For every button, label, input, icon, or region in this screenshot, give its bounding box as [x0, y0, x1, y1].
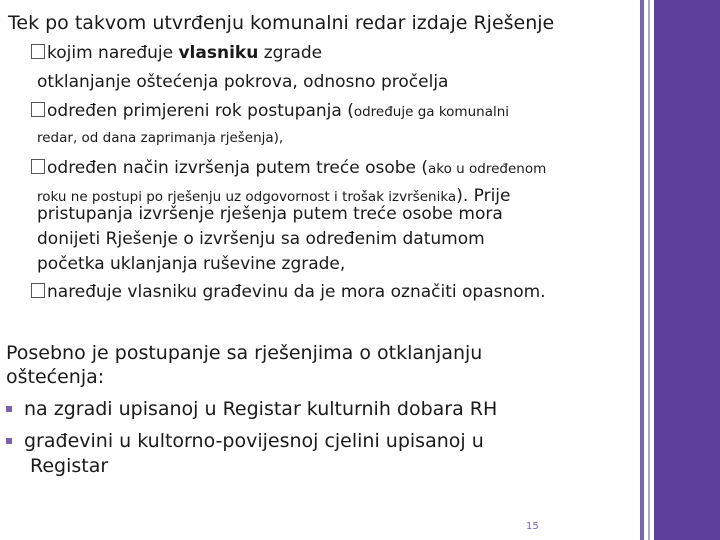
checkbox-bullet-icon: [31, 102, 45, 117]
checkbox-bullet-icon: [31, 44, 45, 59]
list-item-3-line3: pristupanja izvršenje rješenja putem treće osobe mora: [37, 204, 503, 224]
accent-panel: [654, 0, 720, 540]
accent-stripe: [640, 0, 644, 540]
list-item-3: određen način izvršenja putem treće osobe (ako u određenom: [31, 158, 546, 178]
square-bullet-icon: [6, 406, 12, 412]
checkbox-bullet-icon: [31, 283, 45, 298]
section-heading: Posebno je postupanje sa rješenjima o otklanjanju: [6, 342, 483, 364]
checkbox-bullet-icon: [31, 159, 45, 174]
accent-stripe: [648, 0, 650, 540]
list-item-4: naređuje vlasniku građevinu da je mora označiti opasnom.: [31, 282, 546, 302]
decorative-right-bar: [640, 0, 720, 540]
list-item-1-continued: otklanjanje oštećenja pokrova, odnosno pročelja: [37, 72, 449, 92]
list-item-1: kojim naređuje vlasniku zgrade: [31, 43, 322, 63]
list-item-3-line4: donijeti Rješenje o izvršenju sa određenim datumom: [37, 229, 485, 249]
list-item-3-continued: roku ne postupi po rješenju uz odgovornost i trošak izvršenika). Prije: [37, 186, 511, 206]
sub-item-2-continued: Registar: [30, 455, 109, 477]
list-item-2: određen primjereni rok postupanja (određuje ga komunalni: [31, 101, 509, 121]
sub-item-2: građevini u kultorno-povijesnoj cjelini upisanoj u: [6, 430, 484, 452]
square-bullet-icon: [6, 438, 12, 444]
list-item-2-continued: redar, od dana zaprimanja rješenja),: [37, 130, 284, 146]
title-line: Tek po takvom utvrđenju komunalni redar izdaje Rješenje: [8, 12, 555, 34]
sub-item-1: na zgradi upisanoj u Registar kulturnih dobara RH: [6, 398, 497, 420]
section-heading-continued: oštećenja:: [6, 366, 105, 388]
list-item-3-line5: početka uklanjanja ruševine zgrade,: [37, 254, 346, 274]
page-number: 15: [526, 521, 539, 532]
